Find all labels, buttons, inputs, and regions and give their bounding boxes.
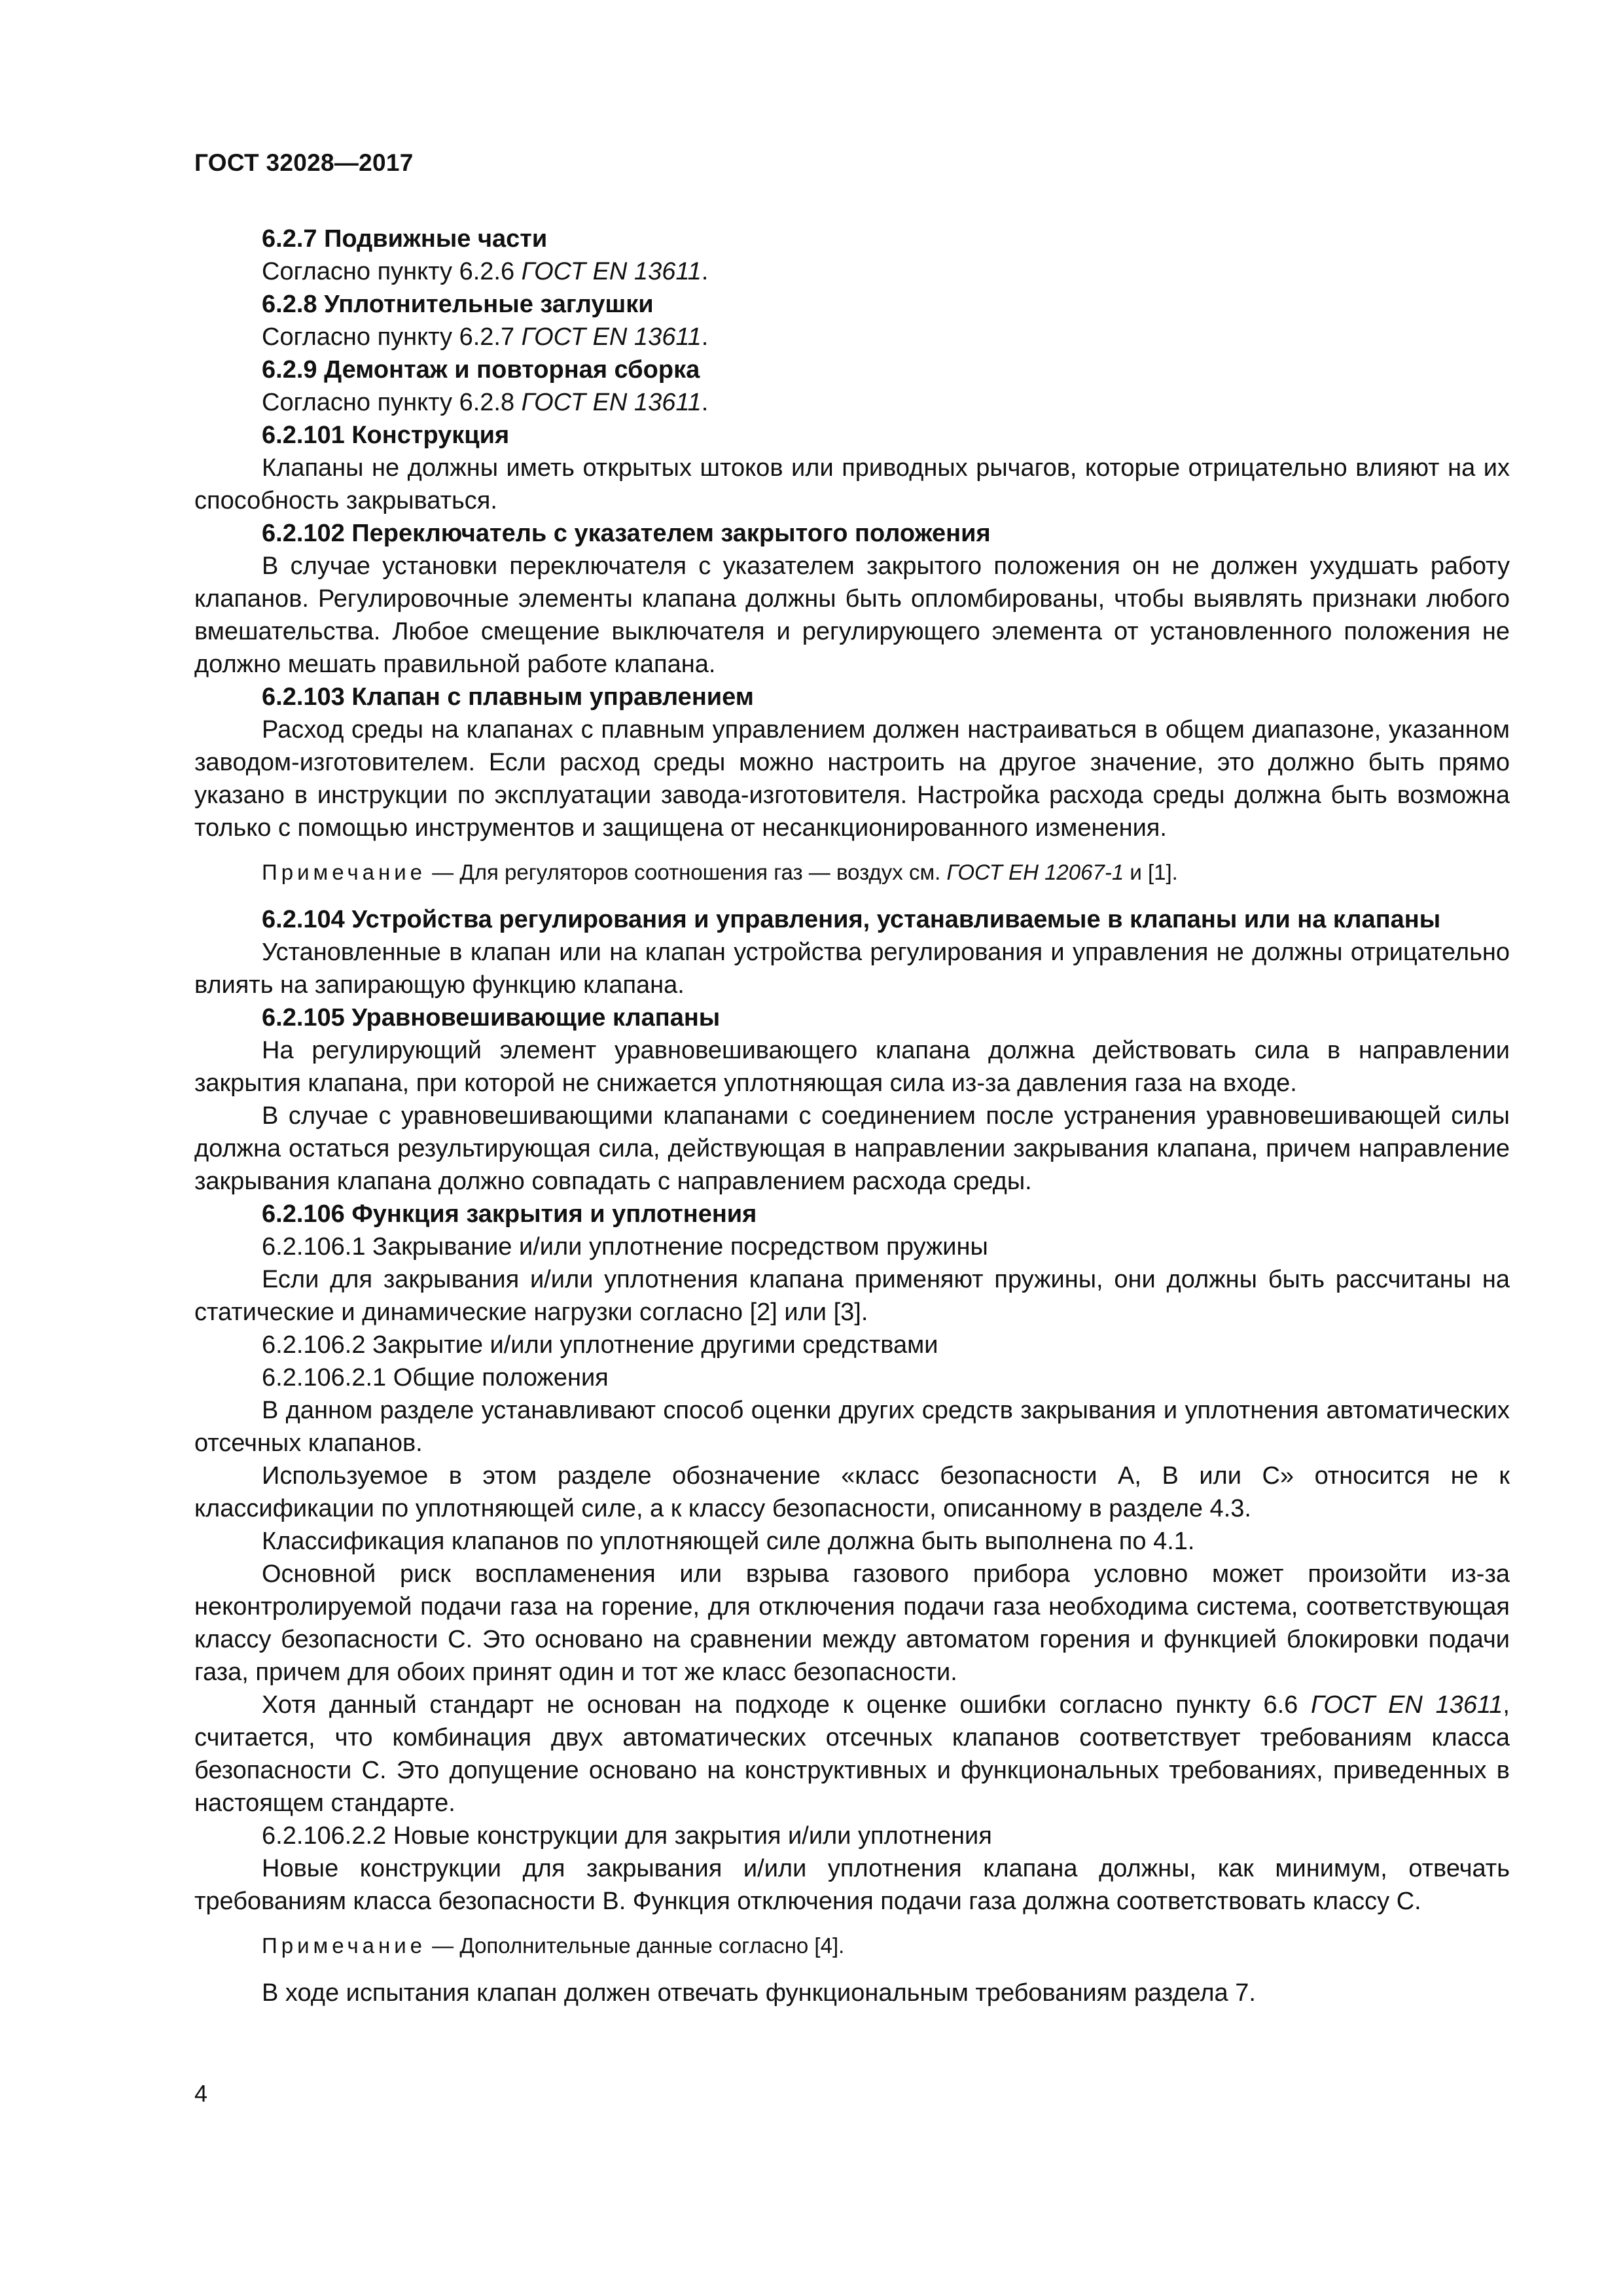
paragraph [194, 1689, 1510, 1820]
standard-reference: ГОСТ EN 13611 [521, 258, 702, 285]
paragraph: В ходе испытания клапан должен отвечать функциональным требованиям раздела 7. [262, 1979, 1256, 2007]
section-heading: 6.2.106 Функция закрытия и уплотнения [262, 1200, 757, 1228]
paragraph: Основной риск воспламенения или взрыва газового прибора условно может произойти из-за неконтролируемой подачи газа на горение, для отключения подачи газа необходима система, соответствующая классу безопасности C. Это основано на сравнении между автоматом горения и функцией блокировки подачи газа, причем для обоих принят один и тот же класс безопасности. [194, 1560, 1510, 1686]
section-heading: 6.2.104 Устройства регулирования и управления, устанавливаемые в клапаны или на клапаны [262, 906, 1441, 933]
paragraph: В данном разделе устанавливают способ оценки других средств закрывания и уплотнения автоматических отсечных клапанов. [194, 1397, 1510, 1457]
text: Согласно пункту 6.2.6 [262, 258, 522, 285]
standard-reference: ГОСТ EN 13611 [521, 323, 702, 351]
document-code: ГОСТ 32028—2017 [194, 149, 414, 176]
section-heading: 6.2.102 Переключатель с указателем закрытого положения [262, 520, 991, 547]
paragraph: Классификация клапанов по уплотняющей силе должна быть выполнена по 4.1. [262, 1528, 1195, 1555]
text: Хотя данный стандарт не основан на подходе к оценке ошибки согласно пункту 6.6 [262, 1691, 1311, 1719]
note-text: — Дополнительные данные согласно [4]. [426, 1933, 845, 1958]
paragraph [194, 255, 1510, 288]
paragraph: На регулирующий элемент уравновешивающего клапана должна действовать сила в направлении закрытия клапана, при которой не снижается уплотняющая сила из-за давления газа на входе. [194, 1037, 1510, 1097]
section-heading: 6.2.105 Уравновешивающие клапаны [262, 1004, 721, 1031]
standard-reference: ГОСТ EN 13611 [1311, 1691, 1503, 1719]
section-heading: 6.2.101 Конструкция [262, 422, 510, 449]
paragraph: Используемое в этом разделе обозначение «класс безопасности A, B или C» относится не к классификации по уплотняющей силе, а к классу безопасности, описанному в разделе 4.3. [194, 1462, 1510, 1522]
note-label: Примечание [262, 1933, 427, 1958]
section-heading: 6.2.7 Подвижные части [262, 225, 548, 253]
section-heading: 6.2.103 Клапан с плавным управлением [262, 683, 754, 711]
subsection-heading: 6.2.106.2 Закрытие и/или уплотнение другими средствами [262, 1331, 938, 1359]
paragraph: Клапаны не должны иметь открытых штоков или приводных рычагов, которые отрицательно влияют на их способность закрываться. [194, 454, 1510, 514]
section-heading: 6.2.9 Демонтаж и повторная сборка [262, 356, 700, 384]
paragraph: Расход среды на клапанах с плавным управлением должен настраиваться в общем диапазоне, указанном заводом-изготовителем. Если расход среды можно настроить на другое значение, это должно быть прямо указано в инструкции по эксплуатации завода-изготовителя. Настройка расхода среды должна быть возможна только с помощью инструментов и защищена от несанкционированного изменения. [194, 716, 1510, 842]
text: . [701, 258, 709, 285]
paragraph: В случае с уравновешивающими клапанами с соединением после устранения уравновешивающей силы должна остаться результирующая сила, действующая в направлении закрывания клапана, причем направление закрывания клапана должно совпадать с направлением расхода среды. [194, 1102, 1510, 1195]
text: Согласно пункту 6.2.7 [262, 323, 522, 351]
note-label: Примечание [262, 860, 427, 884]
standard-reference: ГОСТ EH 12067-1 [946, 860, 1124, 884]
paragraph [194, 321, 1510, 353]
paragraph [194, 386, 1510, 419]
paragraph: Новые конструкции для закрывания и/или уплотнения клапана должны, как минимум, отвечать требованиям класса безопасности B. Функция отключения подачи газа должна соответствовать классу C. [194, 1855, 1510, 1915]
note-text: и [1]. [1124, 860, 1178, 884]
text: , считается, что комбинация двух автоматических отсечных клапанов соответствует требованиям класса безопасности C. Это допущение основано на конструктивных и функциональных требованиях, приведенных в настоящем стандарте. [194, 1691, 1510, 1817]
subsection-heading: 6.2.106.2.1 Общие положения [262, 1364, 609, 1391]
paragraph: В случае установки переключателя с указателем закрытого положения он не должен ухудшать работу клапанов. Регулировочные элементы клапана должны быть опломбированы, чтобы выявлять признаки любого вмешательства. Любое смещение выключателя и регулирующего элемента от установленного положения не должно мешать правильной работе клапана. [194, 552, 1510, 678]
note [194, 857, 1510, 888]
standard-reference: ГОСТ EN 13611 [521, 389, 702, 416]
text: . [701, 389, 709, 416]
section-heading: 6.2.8 Уплотнительные заглушки [262, 291, 654, 318]
page-number: 4 [194, 2080, 208, 2107]
text: . [701, 323, 709, 351]
note-text: — Для регуляторов соотношения газ — воздух см. [426, 860, 947, 884]
paragraph: Установленные в клапан или на клапан устройства регулирования и управления не должны отрицательно влиять на запирающую функцию клапана. [194, 939, 1510, 999]
subsection-heading: 6.2.106.1 Закрывание и/или уплотнение посредством пружины [262, 1233, 988, 1261]
subsection-heading: 6.2.106.2.2 Новые конструкции для закрытия и/или уплотнения [262, 1822, 992, 1850]
paragraph: Если для закрывания и/или уплотнения клапана применяют пружины, они должны быть рассчитаны на статические и динамические нагрузки согласно [2] или [3]. [194, 1266, 1510, 1326]
document-body [194, 223, 1510, 2009]
text: Согласно пункту 6.2.8 [262, 389, 522, 416]
note [194, 1931, 1510, 1961]
